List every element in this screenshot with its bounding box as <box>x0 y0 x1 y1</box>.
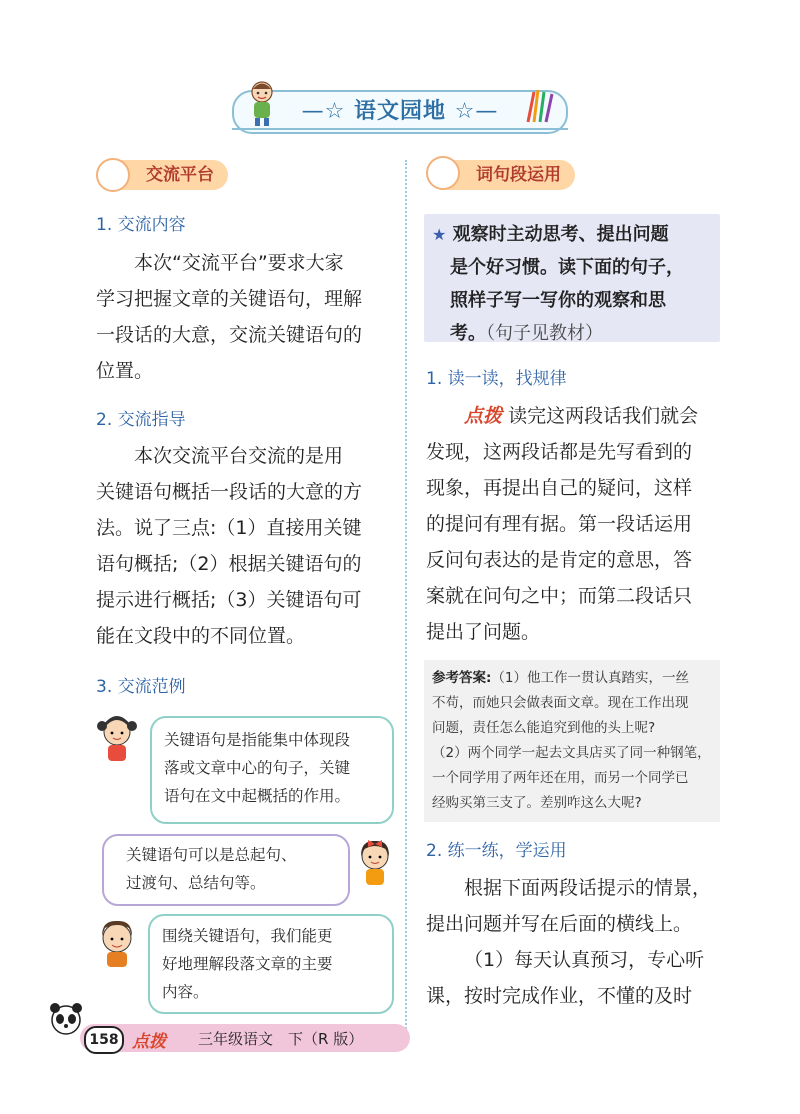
text-line: 围绕关键语句，我们能更 <box>162 927 333 945</box>
page-title <box>0 94 800 125</box>
footer-brand: 点拨 <box>132 1032 166 1052</box>
text-line: 本次交流平台交流的是用 <box>134 445 344 467</box>
text-line: （1）每天认真预习，专心听 <box>464 949 705 971</box>
right-section-tag <box>426 160 575 190</box>
answer-label: 参考答案: <box>432 670 492 686</box>
text-line: （2）两个同学一起去文具店买了同一种钢笔， <box>432 745 711 761</box>
text-line: 观察时主动思考、提出问题 <box>452 224 669 245</box>
text-line: 提出了问题。 <box>426 621 541 643</box>
task-callout <box>424 214 720 342</box>
dianbo-label: 点拨 <box>464 405 503 427</box>
text-line: 好地理解段落文章的主要 <box>162 955 333 973</box>
text-line: 落或文章中心的句子，关键 <box>164 759 351 777</box>
task-callout-text <box>424 214 720 350</box>
right-paragraph-1 <box>426 398 722 650</box>
reference-answer-text <box>424 660 720 822</box>
right-paragraph-2 <box>426 870 722 1014</box>
speech-bubble-1-text <box>152 718 392 818</box>
text-line: 法。说了三点:（1）直接用关键 <box>96 517 362 539</box>
left-heading-3: 3. 交流范例 <box>96 677 186 697</box>
text-line: 的提问有理有据。第一段话运用 <box>426 513 693 535</box>
title-left-deco: —☆ <box>301 99 346 124</box>
left-paragraph-1 <box>96 245 396 389</box>
text-line: 一个同学用了两年还在用，而另一个同学已 <box>432 770 689 786</box>
text-line: 关键语句可以是总起句、 <box>126 846 297 864</box>
text-line: 过渡句、总结句等。 <box>126 874 266 892</box>
text-line: 语句概括;（2）根据关键语句的 <box>96 553 362 575</box>
text-line: 语句在文中起概括的作用。 <box>164 787 351 805</box>
title-right-deco: ☆— <box>454 99 499 124</box>
text-line: 能在文段中的不同位置。 <box>96 625 306 647</box>
text-line: 课，按时完成作业，不懂的及时 <box>426 985 693 1007</box>
text-line: 反问句表达的是肯定的意思，答 <box>426 549 693 571</box>
text-line: 关键语句是指能集中体现段 <box>164 731 351 749</box>
text-line: 位置。 <box>96 360 154 382</box>
text-line: 提出问题并写在后面的横线上。 <box>426 913 693 935</box>
cat-mascot-icon <box>96 158 130 192</box>
star-icon: ★ <box>432 225 447 244</box>
speech-bubble-3 <box>148 914 394 1014</box>
left-section-tag-label: 交流平台 <box>110 160 228 190</box>
speech-bubble-1 <box>150 716 394 824</box>
right-section-tag-label: 词句段运用 <box>440 160 575 190</box>
text-line: 一段话的大意，交流关键语句的 <box>96 324 363 346</box>
text-line: 现象，再提出自己的疑问，这样 <box>426 477 693 499</box>
reference-answer-box <box>424 660 720 822</box>
banner-underline <box>232 128 568 130</box>
text-line: （1）他工作一贯认真踏实，一丝 <box>491 670 689 686</box>
text-line: 考。 <box>450 323 486 344</box>
text-line: 案就在问句之中；而第二段话只 <box>426 585 693 607</box>
girl-bow-avatar-icon <box>354 836 396 888</box>
right-heading-2: 2. 练一练，学运用 <box>426 841 567 861</box>
speech-bubble-2 <box>102 834 350 906</box>
text-line: 是个好习惯。读下面的句子， <box>450 257 684 278</box>
text-line: 经购买第三支了。差别咋这么大呢? <box>432 795 642 811</box>
sheep-mascot-icon <box>426 156 460 190</box>
speech-bubble-2-text <box>104 836 348 897</box>
text-line: 提示进行概括;（3）关键语句可 <box>96 589 362 611</box>
text-line: 内容。 <box>162 983 209 1001</box>
text-line: 本次“交流平台”要求大家 <box>134 252 344 274</box>
text-line: 发现，这两段话都是先写看到的 <box>426 441 693 463</box>
page-number: 158 <box>84 1026 124 1054</box>
text-line: 照样子写一写你的观察和思 <box>450 290 666 311</box>
text-line: 根据下面两段话提示的情景， <box>464 877 712 899</box>
boy-avatar-icon <box>96 918 138 970</box>
text-line: 学习把握文章的关键语句，理解 <box>96 288 363 310</box>
right-heading-1: 1. 读一读，找规律 <box>426 369 567 389</box>
girl-avatar-icon <box>96 712 138 764</box>
text-line: 读完这两段话我们就会 <box>508 405 699 427</box>
left-section-tag <box>96 160 228 190</box>
pencils-icon <box>520 88 556 124</box>
footer-book-title: 三年级语文 下（R 版） <box>198 1030 364 1048</box>
text-line: 问题，责任怎么能追究到他的头上呢? <box>432 720 656 736</box>
text-line: 不苟，而她只会做表面文章。现在工作出现 <box>432 695 689 711</box>
column-divider <box>405 160 407 1040</box>
title-text: 语文园地 <box>353 99 446 124</box>
left-heading-1: 1. 交流内容 <box>96 215 186 235</box>
speech-bubble-3-text <box>150 916 392 1012</box>
text-line: 关键语句概括一段话的大意的方 <box>96 481 363 503</box>
textbook-note: （句子见教材） <box>486 323 603 344</box>
left-paragraph-2 <box>96 438 396 654</box>
left-heading-2: 2. 交流指导 <box>96 410 186 430</box>
